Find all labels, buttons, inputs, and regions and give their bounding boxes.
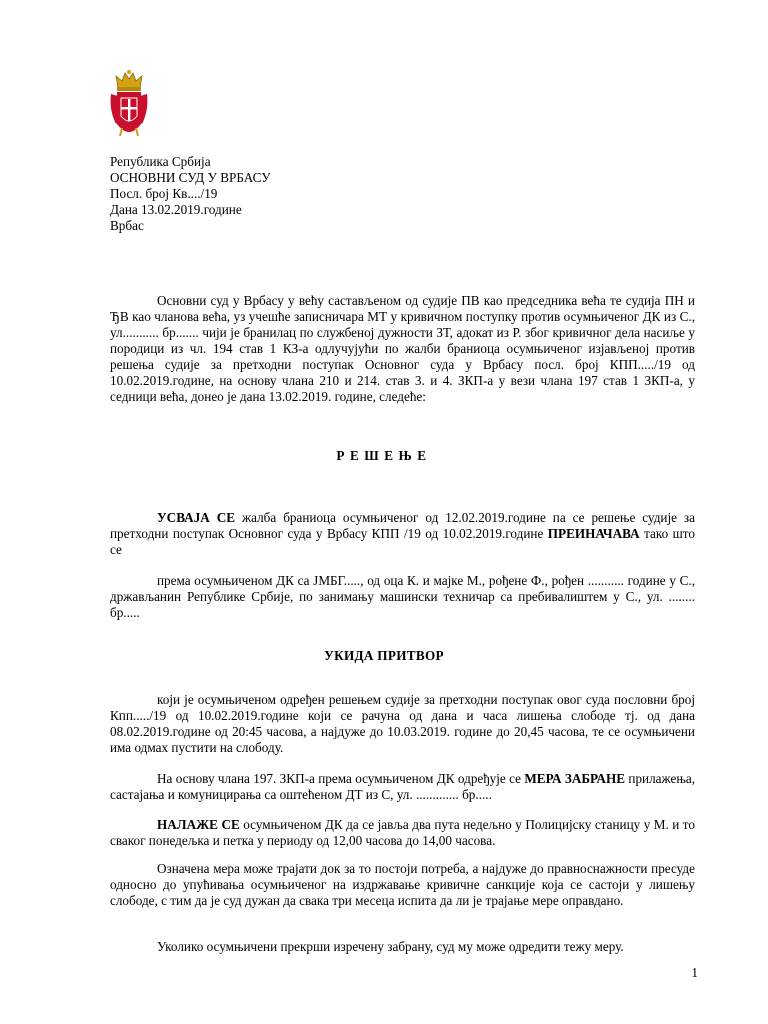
reporting-order-paragraph [110, 817, 695, 849]
measure-text-2: прилажења, састајања и комуницирања са оштећеном ДТ из С, ул. ............. бр..... [110, 771, 696, 802]
restraining-measure-label: МЕРА ЗАБРАНЕ [524, 771, 626, 786]
intro-text: Основни суд у Врбасу у већу састављеном од судије ПВ као председника већа те судија ПН и ЂВ као чланова већа, уз учешће записничара МТ у кривичном поступку против осумњиченог ДК из С., ул........... бр....... чији је бранилац по службеној дужности ЗТ, адокат из Р. због кривичног дела насиље у породици из чл. 194 став 1 КЗ-а одлучујући по жалби браниоца осумњиченог изјављеној против решења судије за претходни поступак Основног суда у Врбасу посл. број КПП...../19 од 10.02.2019.године, на основу члана 210 и 214. став 3. и 4. ЗКП-а у вези члана 197 став 1 ЗКП-а, у седници већа, донео је дана 13.02.2019. године, следеће: [110, 293, 695, 404]
suspect-details-text: према осумњиченом ДК са ЈМБГ....., од оца К. и мајке М., рођене Ф., рођен ........... године у С., држављанин Републике Србије, по занимању машински техничар са пребивалиштем у С., ул. ........ бр..... [110, 573, 695, 620]
header-city: Врбас [110, 218, 144, 233]
amended-text: тако што се [110, 526, 695, 557]
violation-warning-text: Уколико осумњичени прекрши изречену забрану, суд му може одредити тежу меру. [157, 939, 624, 954]
appeal-granted-label: УСВАЈА СЕ [157, 510, 236, 525]
detention-paragraph [110, 692, 695, 756]
serbian-coat-of-arms-icon [108, 68, 150, 142]
appeal-granted-paragraph [110, 510, 695, 558]
reporting-order-text: осумњиченом ДК да се јавља два пута недељно у Полицијску станицу у М. и то сваког понедељка и петка у периоду од 12,00 часова до 14,00 часова. [110, 817, 695, 848]
measure-duration-paragraph [110, 861, 695, 909]
reporting-order-label: НАЛАЖЕ СЕ [157, 817, 240, 832]
detention-revoked-heading: УКИДА ПРИТВОР [324, 648, 444, 663]
suspect-details-paragraph [110, 573, 695, 621]
amended-label: ПРЕИНАЧАВА [547, 526, 640, 541]
appeal-granted-text: жалба браниоца осумњиченог од 12.02.2019.године па се решење судије за претходни поступак Основног суда у Врбасу КПП /19 од 10.02.2019.године [110, 510, 695, 541]
measure-text-1: На основу члана 197. ЗКП-а према осумњиченом ДК одређује се [157, 771, 525, 786]
header-court-name: ОСНОВНИ СУД У ВРБАСУ [110, 170, 271, 185]
violation-warning-paragraph [110, 939, 695, 955]
detention-text: који је осумњиченом одређен решењем судије за претходни поступак овог суда пословни број Кпп...../19 од 10.02.2019.године који се рачуна од дана и часа лишења слободе тј. од дана 08.02.2019.године од 20:45 часова, а најдуже до 10.03.2019. године до 20,45 часова, те се осумњичени има одмах пустити на слободу. [110, 692, 695, 755]
measure-duration-text: Означена мера може трајати док за то постоји потреба, а најдуже до правноснажности пресуде односно до упућивања осумњиченог на издржавање кривичне санкције која се састоји у лишењу слободе, с тим да је суд дужан да свака три месеца испита да ли је трајање мере оправдано. [110, 861, 695, 908]
court-header [110, 154, 410, 234]
restraining-measure-paragraph [110, 771, 695, 803]
decision-title: РЕШЕЊЕ [336, 448, 432, 463]
header-case-number: Посл. број Кв..../19 [110, 186, 218, 201]
header-country: Република Србија [110, 154, 211, 169]
intro-paragraph [110, 293, 695, 405]
page-number: 1 [691, 965, 698, 980]
header-date: Дана 13.02.2019.године [110, 202, 242, 217]
